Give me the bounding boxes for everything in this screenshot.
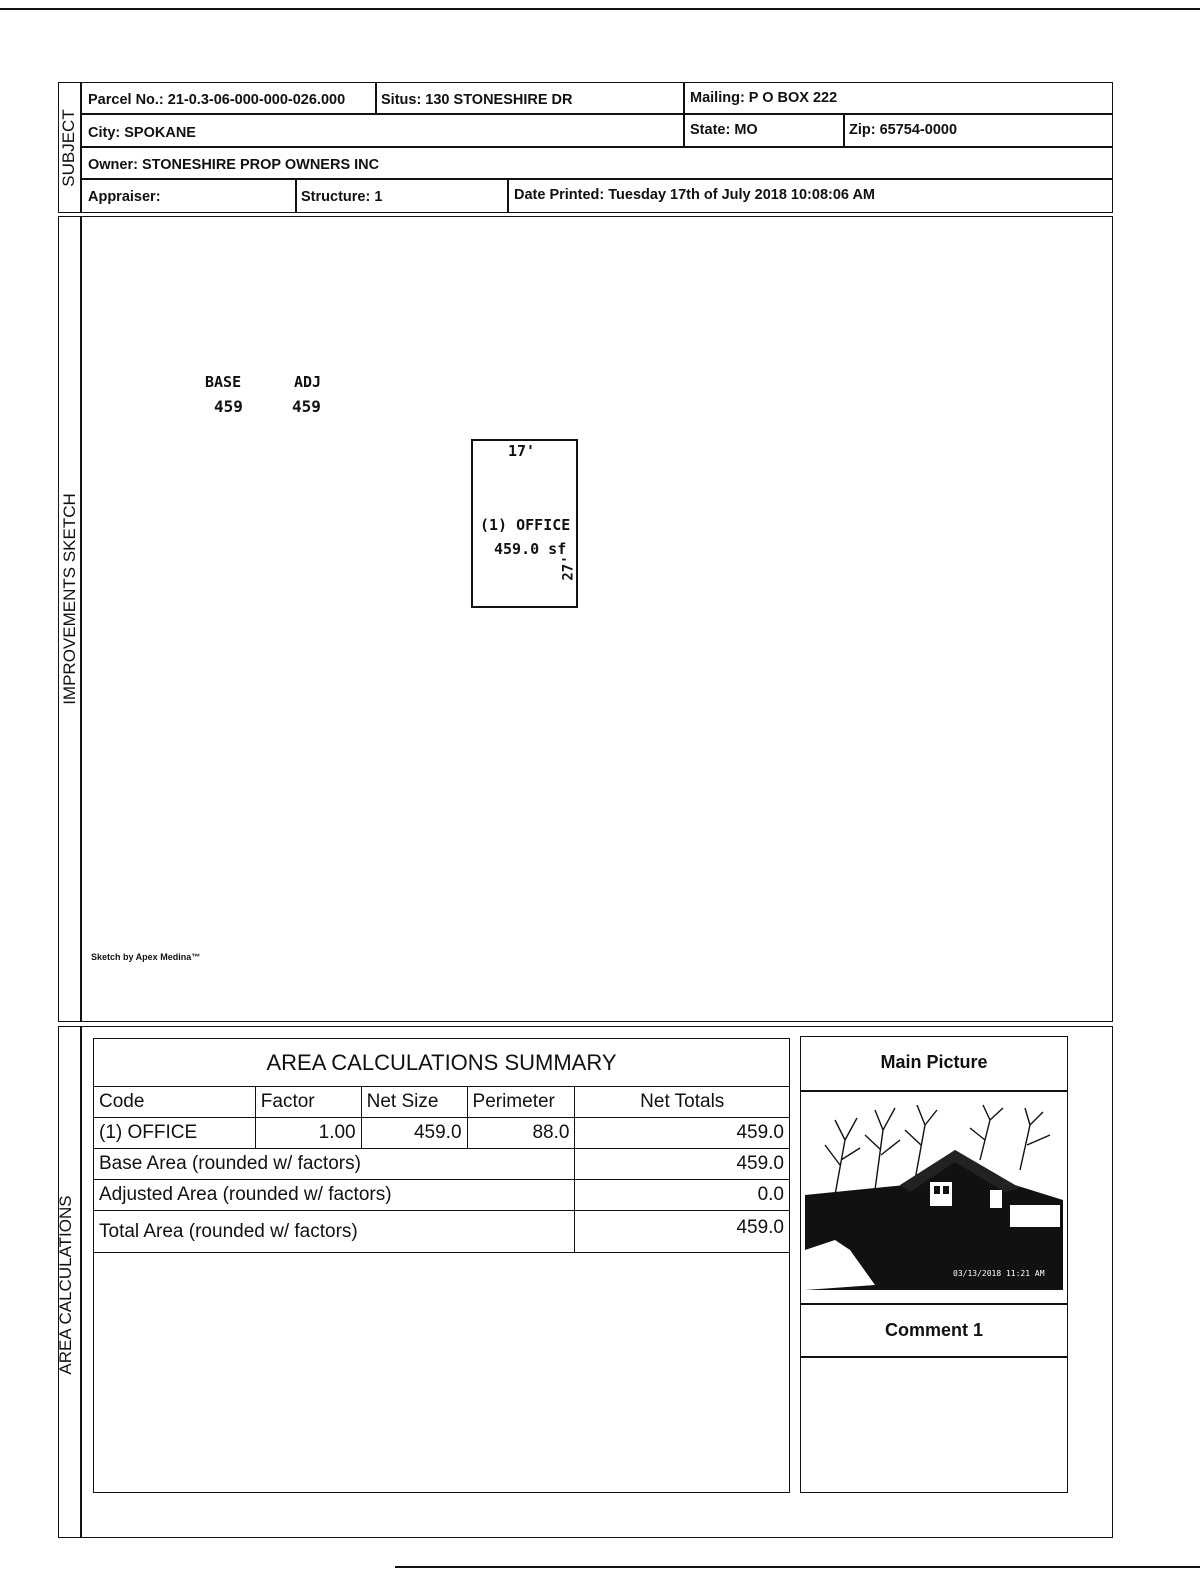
- header-net-size: Net Size: [361, 1087, 467, 1118]
- header-code: Code: [94, 1087, 256, 1118]
- scan-bottom-edge: [395, 1566, 1200, 1568]
- row-factor: 1.00: [255, 1118, 361, 1149]
- table-header-row: [94, 1087, 790, 1118]
- row-net-size: 459.0: [361, 1118, 467, 1149]
- photo-timestamp: 03/13/2018 11:21 AM: [953, 1269, 1045, 1278]
- base-area-row: [94, 1149, 790, 1180]
- adjusted-area-value: 0.0: [575, 1180, 790, 1211]
- appraiser: Appraiser:: [88, 189, 161, 205]
- subject-col-line: [507, 178, 509, 213]
- comment-divider-top: [800, 1303, 1068, 1305]
- base-value: 459: [214, 397, 243, 416]
- picture-title: Main Picture: [880, 1052, 988, 1072]
- subject-col-line: [683, 82, 685, 146]
- row-perimeter: 88.0: [467, 1118, 575, 1149]
- adjusted-area-row: [94, 1180, 790, 1211]
- area-side-divider: [80, 1026, 82, 1538]
- state: State: MO: [690, 122, 758, 138]
- scan-top-edge: [0, 8, 1200, 10]
- subject-side-label: SUBJECT: [59, 109, 78, 187]
- zip: Zip: 65754-0000: [849, 122, 958, 138]
- sketch-credit: Sketch by Apex Medina™: [91, 952, 201, 962]
- table-row: [94, 1118, 790, 1149]
- row-net-total: 459.0: [575, 1118, 790, 1149]
- row-code: (1) OFFICE: [94, 1118, 256, 1149]
- sketch-side-label: IMPROVEMENTS SKETCH: [60, 493, 79, 705]
- city: City: SPOKANE: [88, 125, 196, 141]
- structure: Structure: 1: [301, 189, 383, 205]
- subject-col-line: [375, 82, 377, 113]
- room-label: (1) OFFICE: [480, 516, 571, 534]
- house-photo-image: [805, 1100, 1063, 1290]
- area-side-label: AREA CALCULATIONS: [56, 1195, 75, 1375]
- date-printed: Date Printed: Tuesday 17th of July 2018 10:08:06 AM: [514, 187, 876, 203]
- owner: Owner: STONESHIRE PROP OWNERS INC: [88, 157, 380, 173]
- comment-title: Comment 1: [884, 1320, 983, 1340]
- adj-value: 459: [292, 397, 321, 416]
- total-area-row: [94, 1211, 790, 1253]
- comment-divider-bottom: [800, 1356, 1068, 1358]
- adj-label: ADJ: [294, 373, 322, 391]
- house-photo: [805, 1100, 1063, 1290]
- area-table: [93, 1086, 790, 1253]
- summary-title: AREA CALCULATIONS SUMMARY: [266, 1050, 617, 1075]
- parcel-number: Parcel No.: 21-0.3-06-000-000-026.000: [88, 92, 346, 108]
- top-dimension: 17': [508, 442, 536, 460]
- subject-col-line: [843, 113, 845, 146]
- base-area-value: 459.0: [575, 1149, 790, 1180]
- situs-address: Situs: 130 STONESHIRE DR: [381, 92, 573, 108]
- total-area-value: 459.0: [575, 1211, 790, 1253]
- mailing-address: Mailing: P O BOX 222: [690, 90, 838, 106]
- adjusted-area-label: Adjusted Area (rounded w/ factors): [94, 1180, 575, 1211]
- picture-title-divider: [800, 1090, 1068, 1092]
- header-perimeter: Perimeter: [467, 1087, 575, 1118]
- header-factor: Factor: [255, 1087, 361, 1118]
- subject-row-line: [80, 146, 1113, 148]
- base-area-label: Base Area (rounded w/ factors): [94, 1149, 575, 1180]
- subject-col-line: [295, 178, 297, 213]
- subject-row-line: [80, 178, 1113, 180]
- total-area-label: Total Area (rounded w/ factors): [94, 1211, 575, 1253]
- subject-row-line: [80, 113, 1113, 115]
- side-dimension: 27': [560, 555, 577, 581]
- base-label: BASE: [205, 373, 242, 391]
- header-net-totals: Net Totals: [575, 1087, 790, 1118]
- room-area: 459.0 sf: [494, 540, 567, 558]
- sketch-section: [58, 216, 1113, 1022]
